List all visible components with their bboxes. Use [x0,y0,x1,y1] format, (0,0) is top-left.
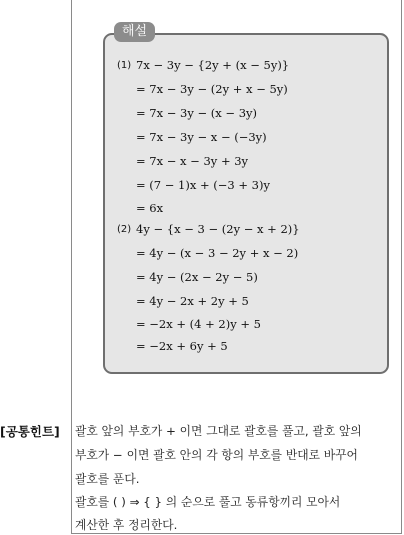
hint-line-1: 괄호 앞의 부호가 + 이면 그대로 괄호를 풀고, 괄호 앞의 [75,424,362,438]
part1-line-4: = 7x − 3y − x − (−3y) [136,130,267,144]
part2-line-4: = 4y − 2x + 2y + 5 [136,294,249,308]
part1-line-7: = 6x [136,201,164,215]
hint-line-3: 괄호를 푼다. [75,472,140,486]
hint-label: [공통힌트] [0,424,60,439]
part1-line-5: = 7x − x − 3y + 3y [136,154,249,168]
part1-number: (1) [117,60,132,71]
part1-line-6: = (7 − 1)x + (−3 + 3)y [136,178,270,192]
part1-line-1: 7x − 3y − {2y + (x − 5y)} [136,58,290,72]
part2-number: (2) [117,224,132,235]
hint-line-5: 계산한 후 정리한다. [75,518,178,532]
part2-line-1: 4y − {x − 3 − (2y − x + 2)} [136,222,300,236]
solution-tag: 해설 [114,22,155,42]
hint-line-4: 괄호를 ( ) ⇒ { } 의 순으로 풀고 동류항끼리 모아서 [75,495,341,509]
part1-line-2: = 7x − 3y − (2y + x − 5y) [136,82,288,96]
part2-line-3: = 4y − (2x − 2y − 5) [136,270,258,284]
part2-line-6: = −2x + 6y + 5 [136,339,228,353]
part2-line-5: = −2x + (4 + 2)y + 5 [136,317,261,331]
hint-line-2: 부호가 − 이면 괄호 안의 각 항의 부호를 반대로 바꾸어 [75,448,358,462]
part1-line-3: = 7x − 3y − (x − 3y) [136,106,258,120]
part2-line-2: = 4y − (x − 3 − 2y + x − 2) [136,246,299,260]
